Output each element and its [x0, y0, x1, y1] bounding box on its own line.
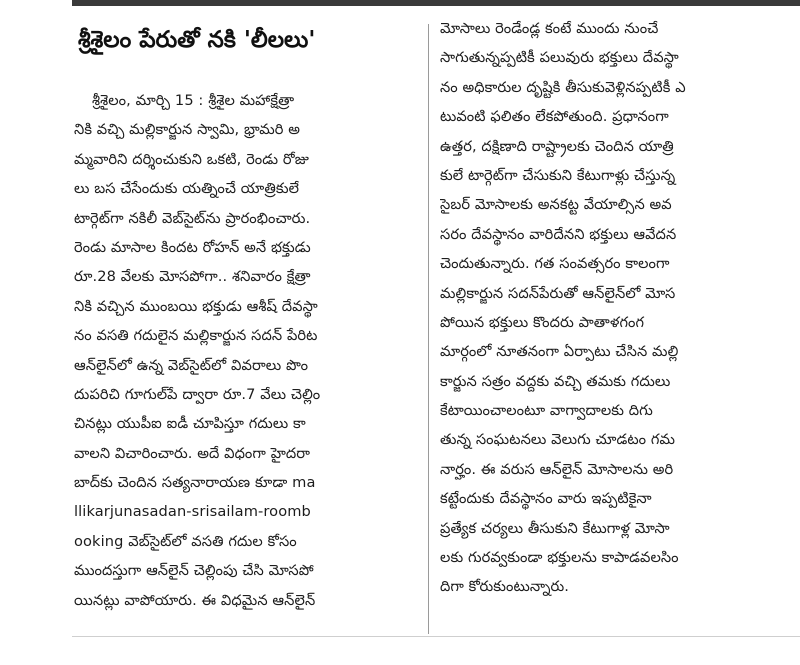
column-divider: [428, 24, 429, 634]
text-line: లు బస చేసేందుకు యత్నించే యాత్రికులే: [74, 180, 300, 198]
text-line: నికి వచ్చిన ముంబయి భక్తుడు ఆశీష్ దేవస్థా: [74, 297, 318, 315]
newspaper-page: [0, 14, 800, 634]
text-line: తున్న సంఘటనలు వెలుగు చూడటం గమ: [440, 431, 676, 449]
left-column-text: [74, 86, 414, 615]
text-line: ఆన్‌లైన్‌లో ఉన్న వెబ్‌సైట్‌లో వివరాలు పొం: [74, 356, 309, 374]
text-line: రూ.28 వేలకు మోసపోగా.. శనివారం క్షేత్రా: [74, 268, 311, 286]
text-line: సాగుతున్నప్పటికీ పలువురు భక్తులు దేవస్థా: [440, 49, 679, 67]
text-line: నికి వచ్చి మల్లికార్జున స్వామి, భ్రామరి అ: [74, 121, 301, 139]
text-line: కట్టేందుకు దేవస్థానం వారు ఇప్పటికైనా: [440, 490, 652, 508]
text-line: ఉత్తర, దక్షిణాది రాష్ట్రాలకు చెందిన యాత్రి: [440, 137, 674, 155]
text-line: కేటాయించాలంటూ వాగ్వాదాలకు దిగు: [440, 402, 653, 420]
text-line: llikarjunasadan-srisailam-roomb: [74, 503, 311, 521]
right-column: [440, 14, 785, 602]
text-line: చినట్లు యుపీఐ ఐడీ చూపిస్తూ గదులు కా: [74, 415, 306, 433]
text-line: రెండు మాసాల కిందట రోహన్ అనే భక్తుడు: [74, 238, 311, 256]
text-line: శ్రీశైలం, మార్చి 15 : శ్రీశైల మహాక్షేత్రా: [92, 92, 295, 109]
text-line: కార్జున సత్రం వద్దకు వచ్చి తమకు గదులు: [440, 372, 671, 390]
text-line: యినట్లు వాపోయారు. ఈ విధమైన ఆన్‌లైన్: [74, 591, 316, 609]
text-line: బాద్‌కు చెందిన సత్యనారాయణ కూడా ma: [74, 474, 316, 492]
text-line: ooking వెబ్‌సైట్‌లో వసతి గదుల కోసం: [74, 532, 297, 550]
text-line: ముందస్తుగా ఆన్‌లైన్ చెల్లింపు చేసి మోసపో: [74, 562, 314, 580]
text-line: టువంటి ఫలితం లేకపోతుంది. ప్రధానంగా: [440, 108, 669, 126]
right-column-text: [440, 14, 785, 602]
text-line: టార్గెట్‌గా నకిలీ వెబ్‌సైట్‌ను ప్రారంభించారు.: [74, 209, 311, 227]
text-line: నార్హం. ఈ వరుస ఆన్‌లైన్ మోసాలను అరి: [440, 460, 674, 478]
text-line: చెందుతున్నారు. గత సంవత్సరం కాలంగా: [440, 255, 670, 273]
text-line: సరం దేవస్థానం వారిదేనని భక్తులు ఆవేదన: [440, 225, 677, 243]
text-line: వాలని విచారించారు. అదే విధంగా హైదరా: [74, 444, 311, 462]
text-line: మార్గంలో నూతనంగా ఏర్పాటు చేసిన మల్లి: [440, 343, 679, 361]
text-line: పోయిన భక్తులు కొందరు పాతాళగంగ: [440, 313, 645, 331]
article-headline: శ్రీశైలం పేరుతో నకి 'లీలలు': [78, 27, 316, 53]
text-line: నం వసతి గదులైన మల్లికార్జున సదన్ పేరిట: [74, 327, 318, 345]
bottom-rule: [72, 636, 800, 637]
text-line: ప్రత్యేక చర్యలు తీసుకుని కేటుగాళ్ల మోసా: [440, 519, 670, 537]
left-column: [74, 14, 414, 615]
text-line: దిగా కోరుకుంటున్నారు.: [440, 578, 570, 596]
text-line: సైబర్ మోసాలకు అనకట్ట వేయాల్సిన అవ: [440, 196, 672, 214]
text-line: దుపరిచి గూగుల్‌పే ద్వారా రూ.7 వేలు చెల్లిం: [74, 385, 321, 403]
text-line: మల్లికార్జున సదన్‌పేరుతో ఆన్‌లైన్‌లో మోస: [440, 284, 676, 302]
text-line: కులే టార్గెట్‌గా చేసుకుని కేటుగాళ్లు చేస్తున్న: [440, 166, 676, 184]
text-line: లకు గురవ్వకుండా భక్తులను కాపాడవలసిం: [440, 549, 679, 567]
text-line: మోసాలు రెండేండ్ల కంటే ముందు నుంచే: [440, 20, 659, 37]
text-line: మ్మవారిని దర్శించుకుని ఒకటి, రెండు రోజు: [74, 150, 309, 168]
text-line: నం అధికారుల దృష్టికి తీసుకువెళ్లినప్పటికీ ఎ: [440, 78, 686, 96]
top-rule: [72, 0, 800, 6]
